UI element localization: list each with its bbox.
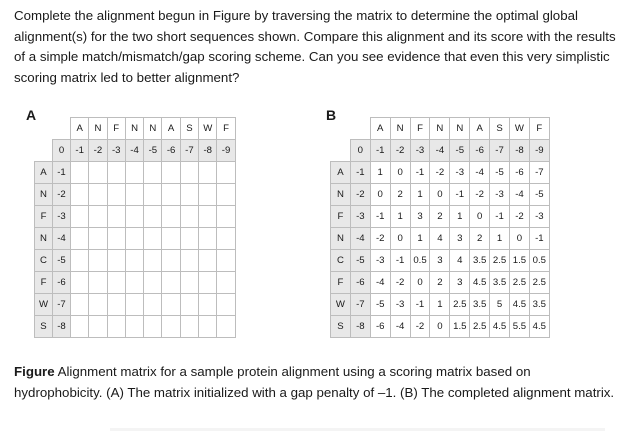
score-cell: -4 xyxy=(370,272,390,294)
score-cell: 5.5 xyxy=(510,316,530,338)
gap-score-cell: -1 xyxy=(350,162,370,184)
column-residue: N xyxy=(450,118,470,140)
empty-score-cell xyxy=(162,316,180,338)
empty-score-cell xyxy=(107,272,125,294)
score-cell: 0 xyxy=(430,184,450,206)
row-residue: C xyxy=(35,250,53,272)
score-cell: -1 xyxy=(410,162,430,184)
empty-score-cell xyxy=(217,206,235,228)
empty-score-cell xyxy=(125,228,143,250)
score-cell: -2 xyxy=(430,162,450,184)
empty-score-cell xyxy=(199,272,217,294)
matrix-row xyxy=(331,162,550,184)
row-residue: F xyxy=(35,206,53,228)
gap-score-cell: -3 xyxy=(350,206,370,228)
empty-score-cell xyxy=(144,206,162,228)
empty-score-cell xyxy=(199,162,217,184)
score-cell: -5 xyxy=(490,162,510,184)
score-cell: 3 xyxy=(450,228,470,250)
empty-score-cell xyxy=(89,162,107,184)
gap-score-cell: -8 xyxy=(350,316,370,338)
score-cell: 4.5 xyxy=(529,316,549,338)
gap-score-cell: 0 xyxy=(53,140,71,162)
gap-score-cell: -4 xyxy=(350,228,370,250)
gap-score-cell: -4 xyxy=(125,140,143,162)
score-cell: 1 xyxy=(490,228,510,250)
empty-score-cell xyxy=(199,294,217,316)
gap-score-cell: -2 xyxy=(53,184,71,206)
row-residue: C xyxy=(331,250,351,272)
score-cell: -1 xyxy=(390,250,410,272)
matrix-row xyxy=(331,316,550,338)
gap-score-cell: -7 xyxy=(180,140,198,162)
score-cell: 1.5 xyxy=(510,250,530,272)
score-cell: 0 xyxy=(390,228,410,250)
column-residue: N xyxy=(89,118,107,140)
row-residue: N xyxy=(35,228,53,250)
empty-score-cell xyxy=(180,294,198,316)
empty-score-cell xyxy=(89,228,107,250)
gap-score-cell: -6 xyxy=(350,272,370,294)
empty-score-cell xyxy=(89,250,107,272)
empty-score-cell xyxy=(162,206,180,228)
gap-score-cell: -1 xyxy=(53,162,71,184)
empty-score-cell xyxy=(144,228,162,250)
empty-score-cell xyxy=(217,250,235,272)
panel-b-label: B xyxy=(326,107,337,123)
empty-score-cell xyxy=(180,206,198,228)
empty-score-cell xyxy=(217,294,235,316)
row-residue: N xyxy=(35,184,53,206)
empty-score-cell xyxy=(107,228,125,250)
gap-score-cell: -8 xyxy=(53,316,71,338)
empty-score-cell xyxy=(71,184,89,206)
row-residue: F xyxy=(331,272,351,294)
empty-score-cell xyxy=(217,184,235,206)
score-cell: -3 xyxy=(529,206,549,228)
gap-score-cell: -5 xyxy=(450,140,470,162)
score-cell: -5 xyxy=(529,184,549,206)
gap-score-cell: -2 xyxy=(350,184,370,206)
column-residue: A xyxy=(370,118,390,140)
empty-score-cell xyxy=(199,206,217,228)
caption-lead: Figure xyxy=(14,364,55,379)
gap-score-cell: -5 xyxy=(144,140,162,162)
column-residue: N xyxy=(125,118,143,140)
score-cell: 1 xyxy=(390,206,410,228)
score-cell: -4 xyxy=(470,162,490,184)
corner-blank xyxy=(331,140,351,162)
corner-blank xyxy=(331,118,351,140)
matrix-row xyxy=(35,294,236,316)
score-cell: 2.5 xyxy=(470,316,490,338)
empty-score-cell xyxy=(144,250,162,272)
empty-score-cell xyxy=(180,184,198,206)
alignment-matrix-completed xyxy=(330,117,550,338)
empty-score-cell xyxy=(199,228,217,250)
empty-score-cell xyxy=(107,294,125,316)
empty-score-cell xyxy=(125,272,143,294)
gap-score-cell: -9 xyxy=(529,140,549,162)
empty-score-cell xyxy=(89,184,107,206)
score-cell: 2.5 xyxy=(510,272,530,294)
row-residue: N xyxy=(331,228,351,250)
gap-score-cell: -7 xyxy=(490,140,510,162)
matrix-row xyxy=(331,294,550,316)
column-residue: W xyxy=(199,118,217,140)
panel-a-label: A xyxy=(26,107,37,123)
empty-score-cell xyxy=(107,162,125,184)
matrix-row xyxy=(35,272,236,294)
corner-blank xyxy=(350,118,370,140)
corner-blank xyxy=(35,140,53,162)
score-cell: 4.5 xyxy=(470,272,490,294)
row-residue: F xyxy=(35,272,53,294)
empty-score-cell xyxy=(107,206,125,228)
score-cell: -2 xyxy=(510,206,530,228)
gap-score-cell: -9 xyxy=(217,140,235,162)
gap-score-cell: -2 xyxy=(89,140,107,162)
score-cell: -3 xyxy=(390,294,410,316)
score-cell: -2 xyxy=(390,272,410,294)
empty-score-cell xyxy=(199,316,217,338)
matrix-row xyxy=(331,228,550,250)
empty-score-cell xyxy=(162,250,180,272)
empty-score-cell xyxy=(199,250,217,272)
column-residue: F xyxy=(529,118,549,140)
score-cell: -1 xyxy=(370,206,390,228)
score-cell: -3 xyxy=(490,184,510,206)
column-residue: F xyxy=(410,118,430,140)
gap-score-cell: -7 xyxy=(53,294,71,316)
empty-score-cell xyxy=(71,294,89,316)
empty-score-cell xyxy=(162,272,180,294)
empty-score-cell xyxy=(217,272,235,294)
matrix-row xyxy=(35,228,236,250)
column-sequence-row xyxy=(331,118,550,140)
empty-score-cell xyxy=(71,228,89,250)
gap-score-cell: -3 xyxy=(53,206,71,228)
matrix-row xyxy=(35,184,236,206)
score-cell: -2 xyxy=(470,184,490,206)
empty-score-cell xyxy=(144,272,162,294)
empty-score-cell xyxy=(162,184,180,206)
score-cell: 3 xyxy=(410,206,430,228)
gap-score-cell: -6 xyxy=(162,140,180,162)
score-cell: 2 xyxy=(430,272,450,294)
score-cell: 0 xyxy=(470,206,490,228)
empty-score-cell xyxy=(180,272,198,294)
score-cell: 0 xyxy=(370,184,390,206)
score-cell: 1 xyxy=(410,184,430,206)
gap-score-cell: -4 xyxy=(430,140,450,162)
score-cell: -2 xyxy=(410,316,430,338)
score-cell: 2 xyxy=(390,184,410,206)
score-cell: 2.5 xyxy=(529,272,549,294)
matrix-row xyxy=(331,250,550,272)
score-cell: 2 xyxy=(430,206,450,228)
score-cell: 1 xyxy=(430,294,450,316)
score-cell: 2.5 xyxy=(490,250,510,272)
gap-score-cell: -6 xyxy=(53,272,71,294)
empty-score-cell xyxy=(125,206,143,228)
gap-score-cell: -3 xyxy=(410,140,430,162)
row-residue: A xyxy=(331,162,351,184)
score-cell: 3 xyxy=(430,250,450,272)
score-cell: 2.5 xyxy=(450,294,470,316)
score-cell: 0.5 xyxy=(529,250,549,272)
score-cell: -5 xyxy=(370,294,390,316)
score-cell: -1 xyxy=(410,294,430,316)
score-cell: 3.5 xyxy=(529,294,549,316)
score-cell: 3.5 xyxy=(470,294,490,316)
score-cell: 1.5 xyxy=(450,316,470,338)
empty-score-cell xyxy=(144,162,162,184)
empty-score-cell xyxy=(162,162,180,184)
column-residue: A xyxy=(162,118,180,140)
empty-score-cell xyxy=(71,162,89,184)
empty-score-cell xyxy=(125,250,143,272)
gap-score-cell: -8 xyxy=(199,140,217,162)
column-residue: A xyxy=(470,118,490,140)
score-cell: -7 xyxy=(529,162,549,184)
empty-score-cell xyxy=(199,184,217,206)
column-residue: F xyxy=(217,118,235,140)
divider xyxy=(110,428,605,431)
gap-penalty-row xyxy=(331,140,550,162)
empty-score-cell xyxy=(180,228,198,250)
gap-score-cell: -6 xyxy=(470,140,490,162)
empty-score-cell xyxy=(180,162,198,184)
score-cell: -4 xyxy=(510,184,530,206)
row-residue: S xyxy=(35,316,53,338)
empty-score-cell xyxy=(217,162,235,184)
score-cell: 0.5 xyxy=(410,250,430,272)
score-cell: 3 xyxy=(450,272,470,294)
score-cell: -2 xyxy=(370,228,390,250)
score-cell: -1 xyxy=(529,228,549,250)
empty-score-cell xyxy=(144,184,162,206)
gap-score-cell: 0 xyxy=(350,140,370,162)
empty-score-cell xyxy=(180,250,198,272)
empty-score-cell xyxy=(89,294,107,316)
score-cell: -1 xyxy=(490,206,510,228)
row-residue: W xyxy=(35,294,53,316)
empty-score-cell xyxy=(144,316,162,338)
score-cell: 1 xyxy=(450,206,470,228)
corner-blank xyxy=(53,118,71,140)
empty-score-cell xyxy=(89,272,107,294)
column-residue: N xyxy=(430,118,450,140)
gap-penalty-row xyxy=(35,140,236,162)
column-residue: F xyxy=(107,118,125,140)
score-cell: 0 xyxy=(390,162,410,184)
empty-score-cell xyxy=(107,316,125,338)
empty-score-cell xyxy=(125,184,143,206)
score-cell: 0 xyxy=(410,272,430,294)
gap-score-cell: -1 xyxy=(370,140,390,162)
matrix-row xyxy=(331,206,550,228)
empty-score-cell xyxy=(71,250,89,272)
row-residue: F xyxy=(331,206,351,228)
matrix-row xyxy=(35,162,236,184)
score-cell: -6 xyxy=(370,316,390,338)
score-cell: 4 xyxy=(430,228,450,250)
gap-score-cell: -8 xyxy=(510,140,530,162)
empty-score-cell xyxy=(125,162,143,184)
empty-score-cell xyxy=(162,294,180,316)
empty-score-cell xyxy=(89,206,107,228)
score-cell: -3 xyxy=(450,162,470,184)
score-cell: -3 xyxy=(370,250,390,272)
gap-score-cell: -5 xyxy=(350,250,370,272)
score-cell: 4.5 xyxy=(490,316,510,338)
empty-score-cell xyxy=(180,316,198,338)
empty-score-cell xyxy=(71,272,89,294)
column-sequence-row xyxy=(35,118,236,140)
empty-score-cell xyxy=(144,294,162,316)
empty-score-cell xyxy=(89,316,107,338)
empty-score-cell xyxy=(71,316,89,338)
matrix-row xyxy=(35,316,236,338)
gap-score-cell: -4 xyxy=(53,228,71,250)
row-residue: N xyxy=(331,184,351,206)
row-residue: S xyxy=(331,316,351,338)
matrix-row xyxy=(35,250,236,272)
score-cell: -4 xyxy=(390,316,410,338)
row-residue: W xyxy=(331,294,351,316)
gap-score-cell: -5 xyxy=(53,250,71,272)
corner-blank xyxy=(35,118,53,140)
column-residue: A xyxy=(71,118,89,140)
empty-score-cell xyxy=(125,316,143,338)
figure-caption xyxy=(14,362,620,403)
empty-score-cell xyxy=(217,228,235,250)
matrix-row xyxy=(35,206,236,228)
score-cell: -6 xyxy=(510,162,530,184)
score-cell: -1 xyxy=(450,184,470,206)
empty-score-cell xyxy=(107,250,125,272)
row-residue: A xyxy=(35,162,53,184)
matrix-row xyxy=(331,272,550,294)
score-cell: 0 xyxy=(430,316,450,338)
alignment-matrix-initialized xyxy=(34,117,236,338)
gap-score-cell: -7 xyxy=(350,294,370,316)
score-cell: 3.5 xyxy=(490,272,510,294)
empty-score-cell xyxy=(107,184,125,206)
gap-score-cell: -2 xyxy=(390,140,410,162)
score-cell: 4.5 xyxy=(510,294,530,316)
empty-score-cell xyxy=(125,294,143,316)
column-residue: S xyxy=(490,118,510,140)
score-cell: 2 xyxy=(470,228,490,250)
empty-score-cell xyxy=(162,228,180,250)
gap-score-cell: -1 xyxy=(71,140,89,162)
empty-score-cell xyxy=(217,316,235,338)
matrix-row xyxy=(331,184,550,206)
caption-text: Alignment matrix for a sample protein alignment using a scoring matrix based on hydrophobicity. (A) The matrix initialized with a gap penalty of –1. (B) The completed alignment matrix. xyxy=(14,364,615,400)
score-cell: 4 xyxy=(450,250,470,272)
column-residue: N xyxy=(390,118,410,140)
score-cell: 5 xyxy=(490,294,510,316)
column-residue: W xyxy=(510,118,530,140)
column-residue: N xyxy=(144,118,162,140)
score-cell: 0 xyxy=(510,228,530,250)
question-text: Complete the alignment begun in Figure by traversing the matrix to determine the optimal global alignment(s) for the two short sequences shown. Compare this alignment and its score with the results of a simple match/mismatch/gap scoring scheme. Can you see evidence that even this very simplistic scoring matrix led to better alignment? xyxy=(14,8,616,85)
score-cell: 1 xyxy=(410,228,430,250)
empty-score-cell xyxy=(71,206,89,228)
score-cell: 3.5 xyxy=(470,250,490,272)
score-cell: 1 xyxy=(370,162,390,184)
gap-score-cell: -3 xyxy=(107,140,125,162)
column-residue: S xyxy=(180,118,198,140)
